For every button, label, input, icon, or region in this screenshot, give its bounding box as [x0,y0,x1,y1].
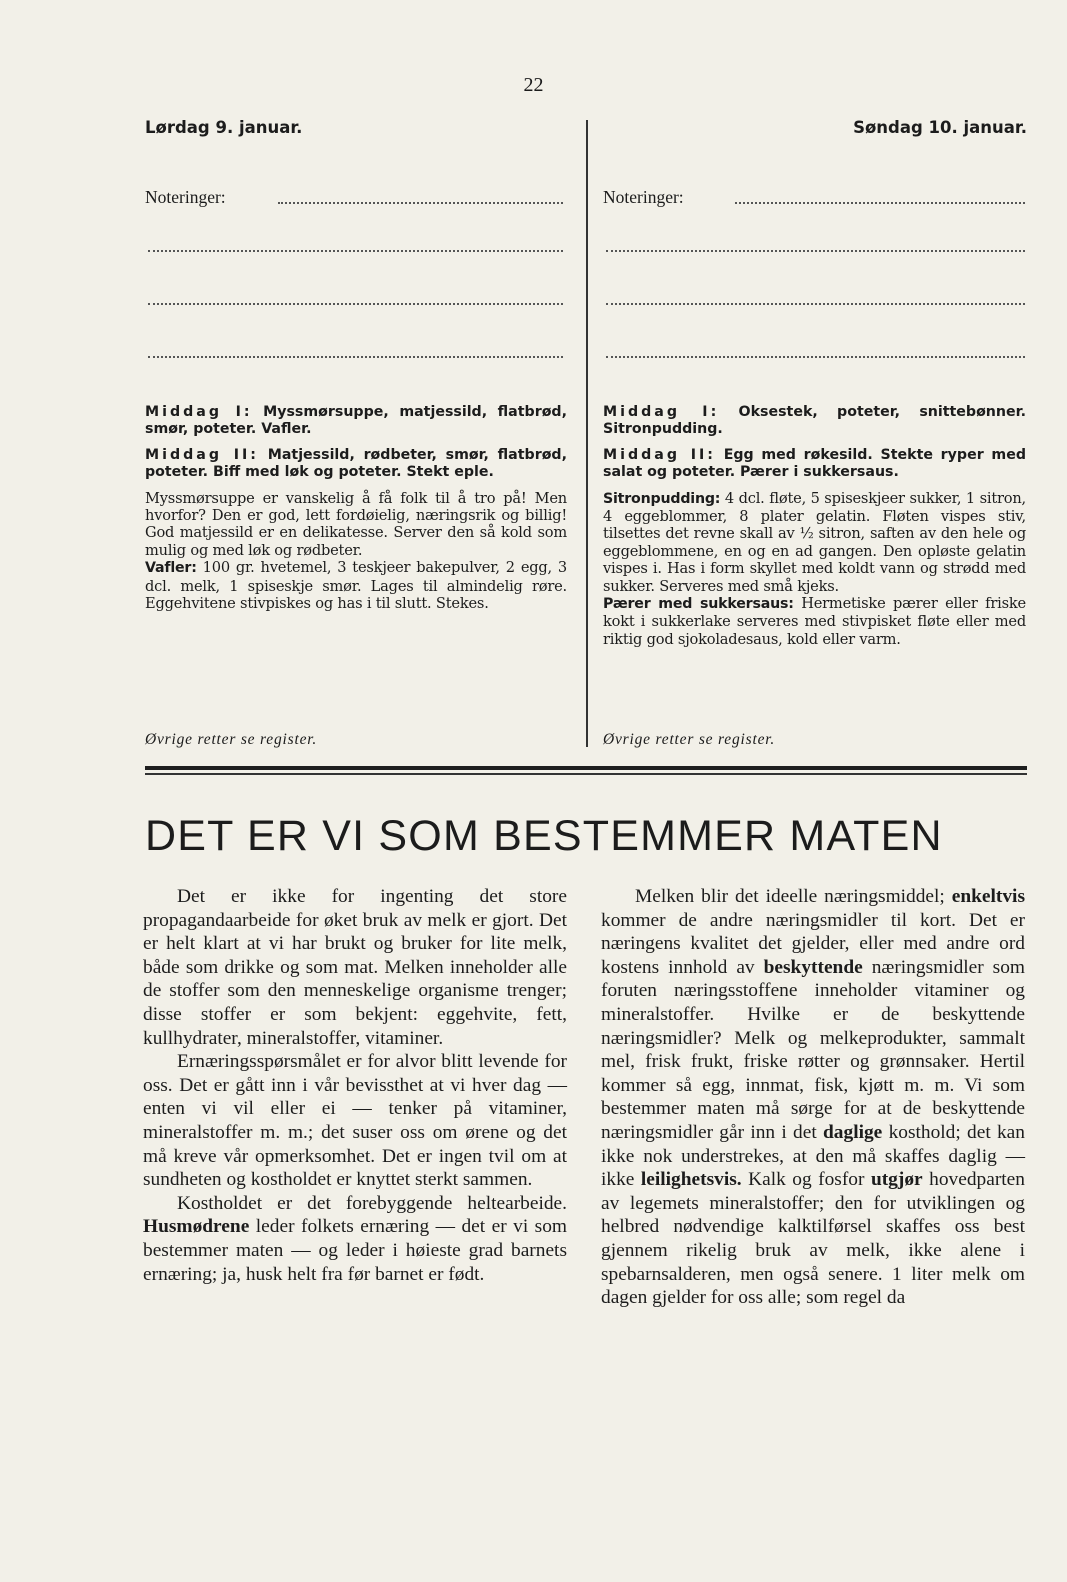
article-headline: DET ER VI SOM BESTEMMER MATEN [145,812,943,860]
right-middag-2 [603,447,1026,482]
right-notes-line-2 [606,250,1025,252]
right-recipe-1-text: 4 dcl. fløte, 5 spiseskjeer sukker, 1 sitron, 4 eggeblommer, 8 plater gelatin. Fløten vispes stiv, tilsettes det revne skall av ½ sitron, saften av den hele og eggeblommene, en og en ad gangen. Den opløste gelatin vispes i. Has i form skyllet med koldt vann og strødd med sukker. Serveres med små kjeks. [603,489,1026,595]
right-other-dishes: Øvrige retter se register. [603,731,776,748]
article-p3-start: Kostholdet er det forebyggende heltearbeide. [177,1192,567,1214]
article-c2-b3: daglige [823,1121,883,1143]
article-paragraph-2: Ernæringsspørsmålet er for alvor blitt levende for oss. Det er gått inn i vår bevissthet at vi hver dag — enten vi vil eller ei — tenker på vitaminer, mineralstoffer m. m.; det suser oss om ørene og det må kreve vår opmerksomhet. Det er ingen tvil om at sundheten og kostholdet er knyttet sterkt sammen. [143,1051,567,1191]
right-recipe-1-label: Sitronpudding: [603,490,721,507]
article-paragraph-4 [601,885,1025,1310]
article-c2-b4: leilighetsvis. [640,1169,742,1191]
left-middag-1-text: Myssmørsuppe, matjessild, flatbrød, smør, poteter. Vafler. [145,404,567,438]
article-p3-end: leder folkets ernæring — det er vi som bestemmer maten — og leder i høieste grad barnets ernæring; ja, husk helt fra før barnet er født. [143,1216,567,1285]
right-recipe-2 [603,595,1026,648]
right-notes-label: Noteringer: [603,187,684,207]
right-date: Søndag 10. januar. [853,118,1027,137]
article-c2-s3: næringsmidler som foruten næringsstoffene inneholder vitaminer og mineralstoffer. Hvilke er de beskyttende næringsmidler? Melk og melkeprodukter, sammalt mel, frisk frukt, friske røtter og grønnsaker. Hertil kommer så egg, innmat, fisk, kjøtt m. m. Vi som bestemmer maten må sørge for at de beskyttende næringsmidler går inn i det [601,956,1026,1143]
left-recipe-label: Vafler: [145,560,197,577]
left-paragraph: Myssmørsuppe er vanskelig å få folk til å tro på! Men hvorfor? Den er god, lett fordøielig, næringsrik og billig! God matjessild er en delikatesse. Server den så kold som mulig og med løk og rødbeter. [145,489,567,559]
right-middag-2-text: Egg med røkesild. Stekte ryper med salat og poteter. Pærer i sukkersaus. [603,446,1026,481]
left-notes-line-3 [148,303,563,305]
left-middag-2-label: Middag II: [145,446,259,463]
left-middag-2 [145,447,567,482]
right-notes-line-1 [735,202,1025,204]
left-notes-line-4 [148,356,563,358]
article-column-1 [143,885,567,1286]
right-middag-1-text: Oksestek, poteter, snittebønner. Sitronpudding. [603,404,1026,438]
column-divider [586,120,588,747]
left-notes-line-2 [148,250,563,252]
left-menu [145,404,567,620]
right-notes-line-3 [606,303,1025,305]
article-c2-s1: Melken blir det ideelle næringsmiddel; [635,886,945,907]
article-paragraph-3 [143,1192,567,1286]
left-date: Lørdag 9. januar. [145,118,303,137]
article-c2-b5: utgjør [870,1169,923,1191]
article-paragraph-1: Det er ikke for ingenting det store propagandaarbeide for øket bruk av melk er gjort. Det er helt klart at vi har brukt og bruker for lite melk, både som drikke og som mat. Melken inneholder alle de stoffer som den menneskelige organisme trenger; disse stoffer er som bekjent: eggehvite, fett, kullhydrater, mineralstoffer, vitaminer. [143,886,567,1049]
left-middag-1 [145,404,567,439]
article-c2-s4: kosthold; det kan ikke nok understrekes, at den må skaffes daglig — ikke [601,1121,1025,1191]
separator-thick [145,766,1027,770]
left-middag-1-label: Middag I: [145,404,253,420]
right-menu [603,404,1026,656]
left-recipe-text: 100 gr. hvetemel, 3 teskjeer bakepulver, 2 egg, 3 dcl. melk, 1 spiseskje smør. Lages til almindelig røre. Eggehvitene stivpiskes og has i til slutt. Stekes. [145,559,567,613]
page-number: 22 [523,74,544,96]
right-middag-1-label: Middag I: [603,404,720,420]
right-middag-2-label: Middag II: [603,446,716,463]
right-middag-1 [603,404,1026,439]
left-notes-line-1 [278,202,563,204]
left-recipe [145,559,567,612]
right-notes-line-4 [606,356,1025,358]
article-c2-s5: Kalk og fosfor [748,1169,865,1191]
left-other-dishes: Øvrige retter se register. [145,731,318,748]
left-notes-label: Noteringer: [145,187,226,207]
right-recipe-2-label: Pærer med sukkersaus: [603,596,794,613]
article-column-2 [601,885,1025,1310]
article-c2-s6: hovedparten av legemets mineralstoffer; den for utviklingen og helbred nødvendige kalktilførsel skaffes oss best gjennem rikelig bruk av melk, ikke alene i spebarnsalderen, men også senere. 1 liter melk om dagen gjelder for oss alle; som regel da [601,1169,1025,1309]
article-c2-b2: beskyttende [763,956,863,978]
article-c2-s2: kommer de andre næringsmidler til kort. Det er næringens kvalitet det gjelder, eller med andre ord kostens innhold av [601,909,1025,978]
article-p3-bold: Husmødrene [143,1216,250,1238]
right-recipe-1 [603,490,1026,595]
article-c2-b1: enkeltvis [951,886,1025,907]
right-recipe-2-text: Hermetiske pærer eller friske kokt i sukkerlake serveres med stivpisket fløte eller med riktig god sjokoladesaus, kold eller varm. [603,595,1026,648]
left-middag-2-text: Matjessild, rødbeter, smør, flatbrød, poteter. Biff med løk og poteter. Stekt eple. [145,446,567,481]
separator-thin [145,773,1027,775]
